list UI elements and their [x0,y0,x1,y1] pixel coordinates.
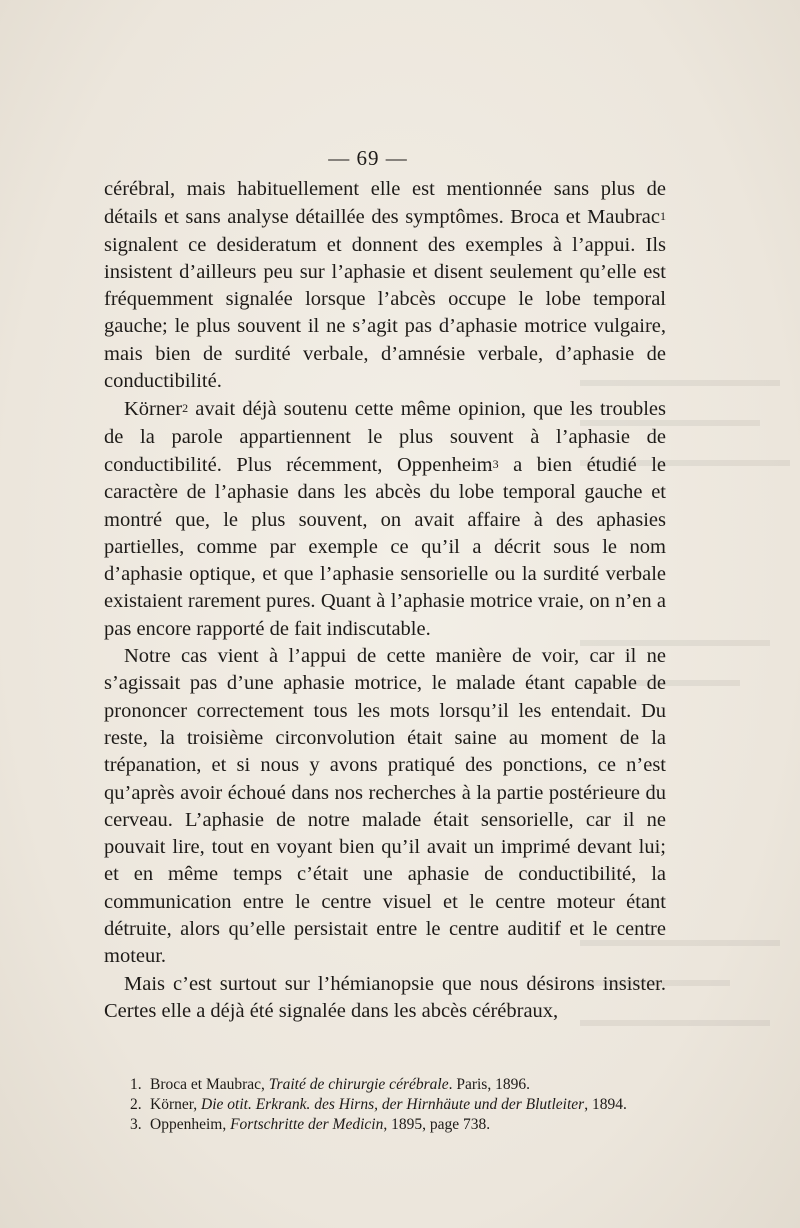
footnote-number: 1. [130,1076,142,1093]
footnote-title: Die otit. Erkrank. des Hirns, der Hirnhäute und der Blutleiter [201,1096,585,1113]
footnote-2 [130,1095,675,1115]
footnote-details: , 1894. [584,1096,627,1113]
footnote-author: Broca et Maubrac, [150,1076,269,1093]
footnotes [130,1075,675,1135]
footnote-details: , 1895, page 738. [383,1116,491,1133]
body-text [104,176,666,1025]
paragraph-3: Notre cas vient à l’appui de cette manière de voir, car il ne s’agissait pas d’une aphasie motrice, le malade étant capable de prononcer correctement tous les mots lorsqu’il les entendait. Du reste, la troisième circonvolution était saine au moment de la trépanation, et si nous y avons pratiqué des ponctions, ce n’est qu’après avoir échoué dans nos recherches à la partie postérieure du cerveau. L’aphasie de notre malade était sensorielle, car il ne pouvait lire, tout en voyant bien qu’il avait un imprimé devant lui; et en même temps c’était une aphasie de conductibilité, la communication entre le centre visuel et le centre moteur étant détruite, alors qu’elle persistait entre le centre auditif et le centre moteur. [104,645,666,968]
footnote-1 [130,1075,675,1095]
footnote-ref-2[interactable]: 2 [182,401,189,416]
paragraph-1 [104,176,666,395]
text-run: Körner [124,398,183,421]
text-run: a bien étudié le caractère de l’aphasie dans les abcès du lobe temporal gauche et montré que, le plus souvent, on avait affaire à des aphasies partielles, comme par exemple ce qu’il a décrit sous le nom d’aphasie optique, et que l’aphasie sensorielle ou la surdité verbale existaient rarement pures. Quant à l’aphasie motrice vraie, on n’en a pas encore rapporté de fait indiscutable. [104,453,666,640]
footnote-number: 3. [130,1116,142,1133]
footnote-3 [130,1115,675,1135]
text-run: signalent ce desideratum et donnent des exemples à l’appui. Ils insistent d’ailleurs peu sur l’aphasie et disent seulement qu’elle est fréquemment signalée lorsque l’abcès occupe le lobe temporal gauche; le plus souvent il ne s’agit pas d’aphasie motrice vulgaire, mais bien de surdité verbale, d’amnésie verbale, d’aphasie de conductibilité. [104,233,666,393]
page-number: — 69 — [328,146,408,170]
footnote-ref-1[interactable]: 1 [660,209,666,224]
footnote-ref-3[interactable]: 3 [492,456,499,471]
footnote-title: Traité de chirurgie cérébrale [268,1076,449,1093]
text-run: avait déjà soutenu cette même opinion, que les troubles de la parole appartiennent le plus souvent à l’aphasie de conductibilité. Plus récemment, Oppenheim [104,398,666,476]
text-run: cérébral, mais habituellement elle est mentionnée sans plus de détails et sans analyse détaillée des symptômes. Broca et Maubrac [104,178,666,229]
footnote-number: 2. [130,1096,142,1113]
footnote-title: Fortschritte der Medicin [230,1116,384,1133]
paragraph-2 [104,395,666,643]
paragraph-4: Mais c’est surtout sur l’hémianopsie que nous désirons insister. Certes elle a déjà été signalée dans les abcès cérébraux, [104,972,666,1022]
footnote-author: Körner, [150,1096,202,1113]
footnote-details: . Paris, 1896. [448,1076,530,1093]
footnote-author: Oppenheim, [150,1116,231,1133]
